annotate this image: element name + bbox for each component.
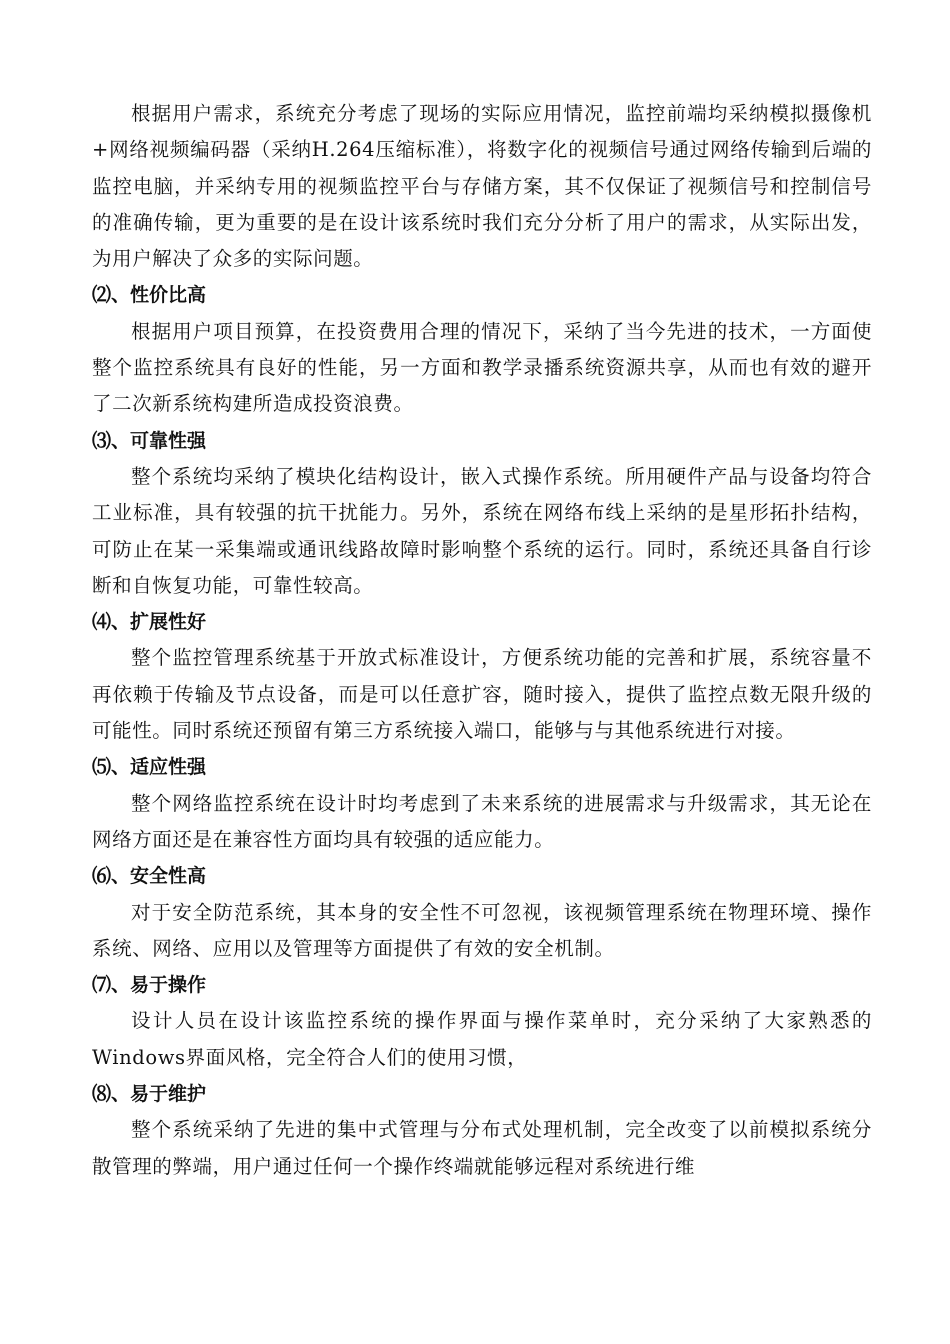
section-text-maintainability: 整个系统采纳了先进的集中式管理与分布式处理机制，完全改变了以前模拟系统分散管理的弊端，用户通过任何一个操作终端就能够远程对系统进行维: [92, 1118, 872, 1178]
section-heading-security: ⑹、安全性高: [92, 865, 207, 888]
section-heading-cost-performance: ⑵、性价比高: [92, 284, 207, 307]
section-text-scalability: 整个监控管理系统基于开放式标准设计，方便系统功能的完善和扩展，系统容量不再依赖于传输及节点设备，而是可以任意扩容，随时接入，提供了监控点数无限升级的可能性。同时系统还预留有第三方系统接入端口，能够与与其他系统进行对接。: [92, 646, 872, 743]
section-heading-adaptability: ⑸、适应性强: [92, 756, 207, 779]
section-heading-scalability: ⑷、扩展性好: [92, 611, 207, 634]
section-text-reliability: 整个系统均采纳了模块化结构设计，嵌入式操作系统。所用硬件产品与设备均符合工业标准，具有较强的抗干扰能力。另外，系统在网络布线上采纳的是星形拓扑结构，可防止在某一采集端或通讯线路故障时影响整个系统的运行。同时，系统还具备自行诊断和自恢复功能，可靠性较高。: [92, 464, 872, 597]
intro-paragraph: 根据用户需求，系统充分考虑了现场的实际应用情况，监控前端均采纳模拟摄像机+网络视频编码器（采纳H.264压缩标准），将数字化的视频信号通过网络传输到后端的监控电脑，并采纳专用的视频监控平台与存储方案，其不仅保证了视频信号和控制信号的准确传输，更为重要的是在设计该系统时我们充分分析了用户的需求，从实际出发，为用户解决了众多的实际问题。: [92, 102, 872, 271]
section-text-cost-performance: 根据用户项目预算，在投资费用合理的情况下，采纳了当今先进的技术，一方面使整个监控系统具有良好的性能，另一方面和教学录播系统资源共享，从而也有效的避开了二次新系统构建所造成投资浪费。: [92, 319, 872, 416]
section-heading-maintainability: ⑻、易于维护: [92, 1083, 207, 1106]
section-text-adaptability: 整个网络监控系统在设计时均考虑到了未来系统的进展需求与升级需求，其无论在网络方面还是在兼容性方面均具有较强的适应能力。: [92, 791, 872, 851]
document-body: [92, 96, 872, 1185]
section-text-ease-of-operation: 设计人员在设计该监控系统的操作界面与操作菜单时，充分采纳了大家熟悉的Windows界面风格，完全符合人们的使用习惯，: [92, 1009, 872, 1069]
section-text-security: 对于安全防范系统，其本身的安全性不可忽视，该视频管理系统在物理环境、操作系统、网络、应用以及管理等方面提供了有效的安全机制。: [92, 900, 872, 960]
section-heading-reliability: ⑶、可靠性强: [92, 429, 207, 452]
section-heading-ease-of-operation: ⑺、易于操作: [92, 974, 207, 997]
